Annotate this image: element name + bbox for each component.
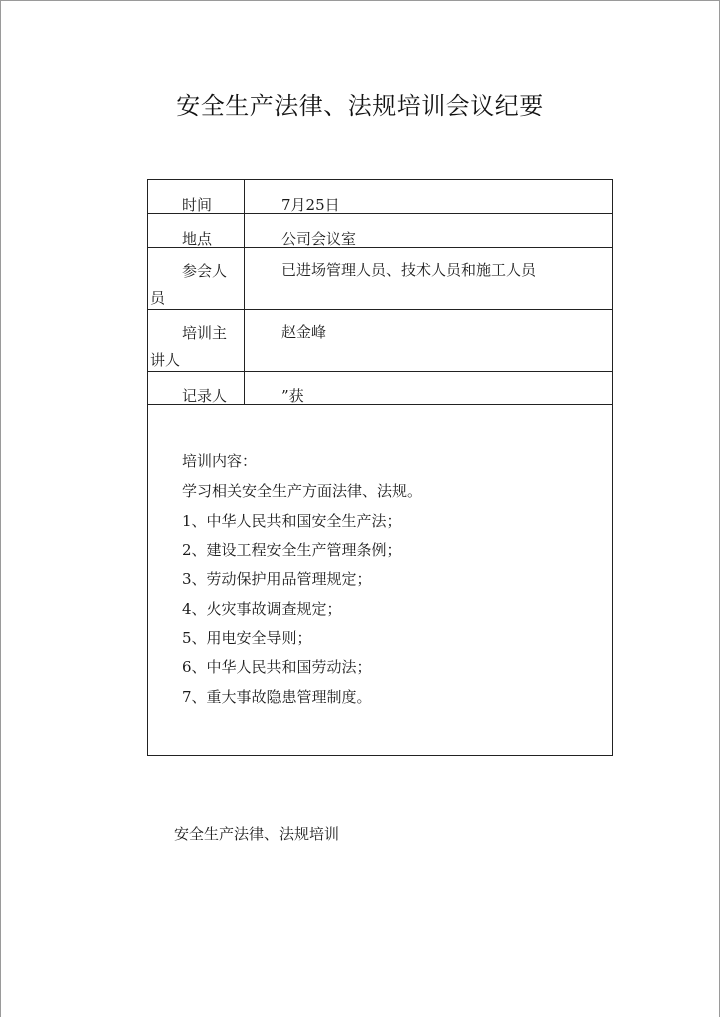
list-item: 1、中华人民共和国安全生产法；: [182, 512, 402, 530]
list-item: 7、重大事故隐患管理制度。: [182, 688, 372, 706]
table-divider: [148, 309, 612, 310]
footer-caption: 安全生产法律、法规培训: [174, 825, 340, 843]
table-column-divider: [244, 180, 245, 404]
recorder-value: ”获: [281, 387, 304, 405]
location-value: 公司会议室: [281, 230, 357, 248]
list-item: 3、劳动保护用品管理规定；: [182, 570, 372, 588]
attendees-value: 已进场管理人员、技术人员和施工人员: [281, 261, 537, 279]
content-heading: 培训内容：: [182, 452, 258, 470]
attendees-label: 参会人: [182, 262, 228, 280]
list-item: 4、火灾事故调查规定；: [182, 600, 342, 618]
list-item: 5、用电安全导则；: [182, 629, 312, 647]
document-title: 安全生产法律、法规培训会议纪要: [176, 92, 544, 120]
list-item: 2、建设工程安全生产管理条例；: [182, 541, 402, 559]
attendees-label-continued: 员: [150, 289, 166, 307]
content-intro: 学习相关安全生产方面法律、法规。: [182, 482, 423, 500]
table-divider: [148, 247, 612, 248]
lecturer-label: 培训主: [182, 324, 228, 342]
table-divider: [148, 371, 612, 372]
lecturer-value: 赵金峰: [281, 323, 327, 341]
list-item: 6、中华人民共和国劳动法；: [182, 658, 372, 676]
time-label: 时间: [182, 196, 213, 214]
time-value: 7月25日: [281, 196, 340, 214]
lecturer-label-continued: 讲人: [150, 351, 181, 369]
table-divider: [148, 213, 612, 214]
recorder-label: 记录人: [182, 387, 228, 405]
location-label: 地点: [182, 230, 213, 248]
meeting-info-table: [147, 179, 613, 756]
